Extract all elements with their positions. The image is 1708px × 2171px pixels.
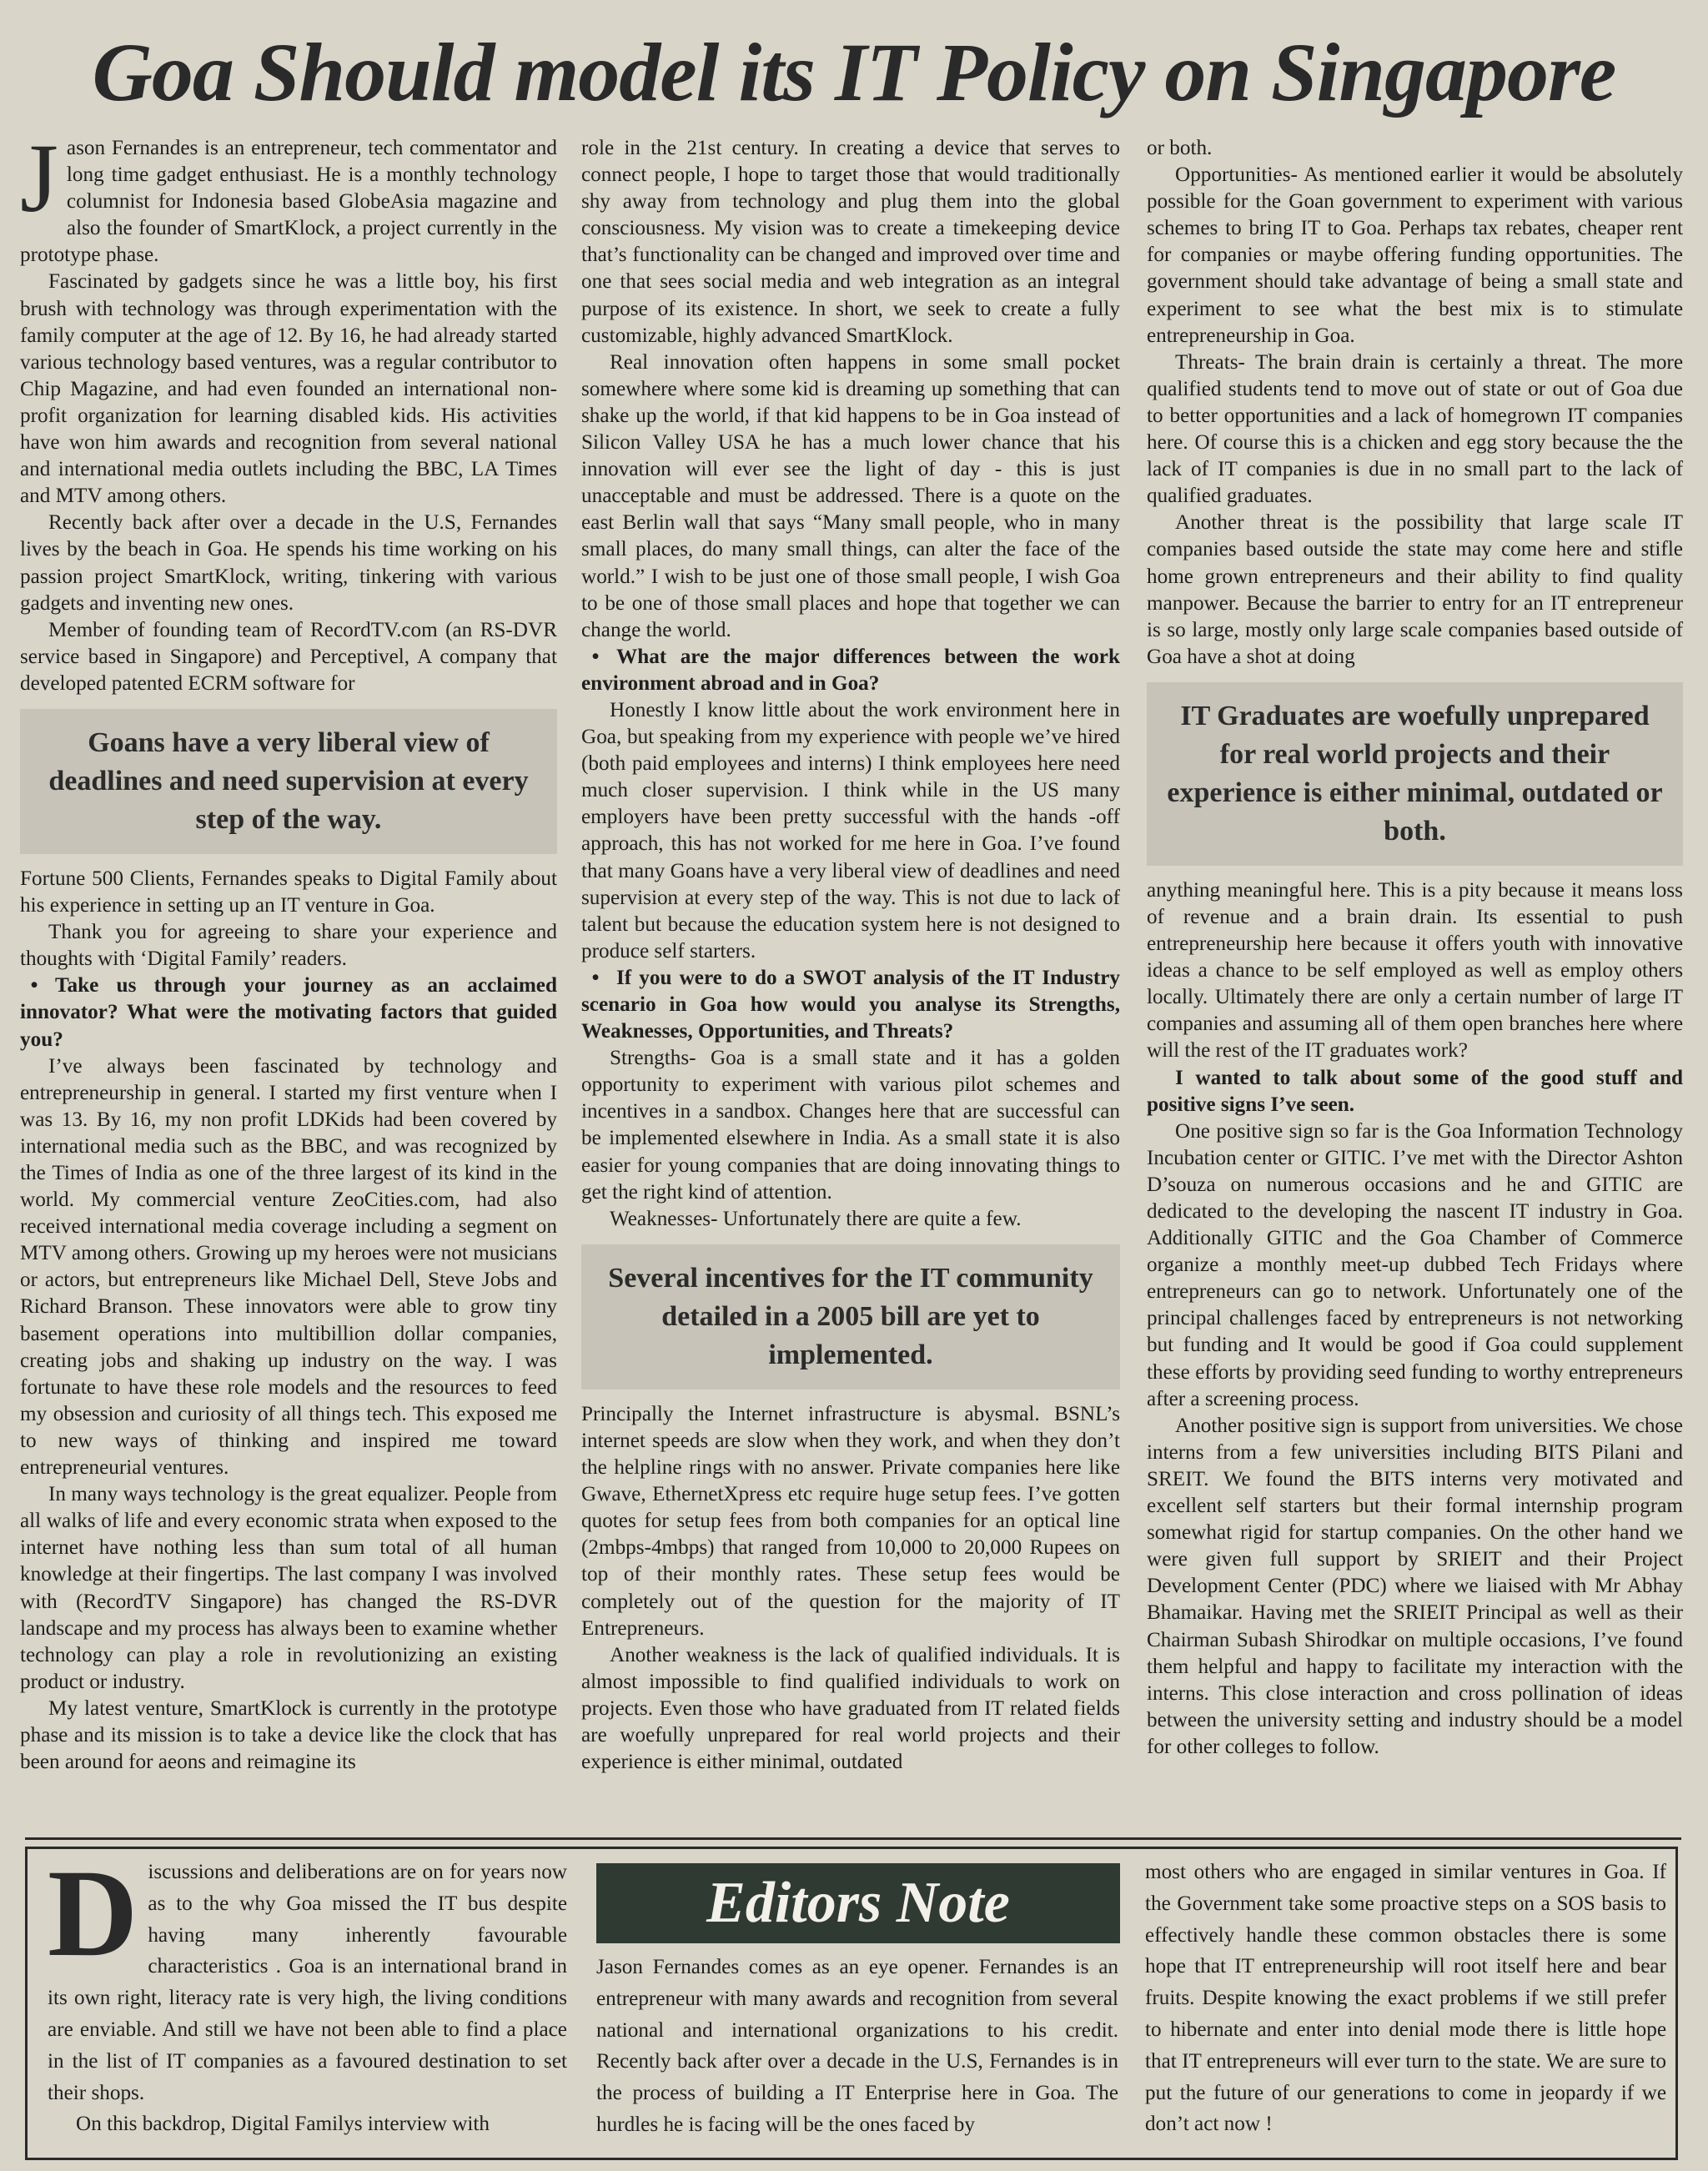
- article-headline: Goa Should model its IT Policy on Singapore: [92, 26, 1616, 118]
- editors-paragraph: most others who are engaged in similar ventures in Goa. If the Government take some proactive steps on a SOS basis to effectively handle these common obstacles there is some hope that IT entrepreneurship will root itself here and bear fruits. Despite knowing the exact problems if we still prefer to hibernate and enter into denial mode there is little hope that IT entrepreneurs will ever turn to the state. We are sure to put the future of our generations to come in jeopardy if we don’t act now !: [1145, 1861, 1666, 2136]
- bullet-icon: •: [581, 966, 600, 989]
- body-paragraph: Strengths- Goa is a small state and it has a golden opportunity to experiment with various pilot schemes and incentives in a sandbox. Changes here that are successful can be implemented elsewhere in India. As a small state it is also easier for young companies that are doing innovating things to get the right kind of attention.: [581, 1047, 1120, 1204]
- body-paragraph: Weaknesses- Unfortunately there are quite a few.: [610, 1207, 1022, 1230]
- body-paragraph: I’ve always been fascinated by technology and entrepreneurship in general. I started my first venture when I was 13. By 16, my non profit LDKids had been covered by international media such as the BBC, and was recognized by the Times of India as one of the three largest of its kind in the world. My commercial venture ZeoCities.com, had also received international media coverage including a segment on MTV among others. Growing up my heroes were not musicians or actors, but entrepreneurs like Michael Dell, Steve Jobs and Richard Branson. These innovators were able to grow tiny basement operations into multibillion dollar companies, creating jobs and shaking up industry on the way. I was fortunate to have these role models and the resources to feed my obsession and curiosity of all things tech. This exposed me to new ways of thinking and inspired me toward entrepreneurial ventures.: [20, 1054, 557, 1480]
- drop-cap: J: [20, 135, 58, 233]
- body-paragraph: Principally the Internet infrastructure is abysmal. BSNL’s internet speeds are slow when they work, and when they don’t the helpline rings with no answer. Private companies here like Gwave, EthernetXpress etc require huge setup fees. I’ve gotten quotes for setup fees from both companies for an optical line (2mbps-4mbps) that ranged from 10,000 to 20,000 Rupees on top of their monthly rates. These setup fees would be completely out of the question for the majority of IT Entrepreneurs.: [581, 1402, 1120, 1640]
- body-paragraph: or both.: [1147, 137, 1213, 159]
- body-paragraph: Honestly I know little about the work environment here in Goa, but speaking from my experience with people we’ve hired (both paid employees and interns) I think employees here need much closer supervision. I think while in the US many employers have been pretty successful with the hands -off approach, this has not worked for me here in Goa. I’ve found that many Goans have a very liberal view of deadlines and need supervision at every step of the way. This is not due to lack of talent but because the education system here is not designed to produce self starters.: [581, 698, 1120, 962]
- interview-question: I wanted to talk about some of the good stuff and positive signs I’ve seen.: [1147, 1066, 1683, 1116]
- question-text: If you were to do a SWOT analysis of the IT Industry scenario in Goa how would you analyse its Strengths, Weaknesses, Opportunities, and Threats?: [581, 966, 1120, 1043]
- body-paragraph: Thank you for agreeing to share your experience and thoughts with ‘Digital Family’ readers.: [20, 921, 557, 971]
- pull-quote: IT Graduates are woefully unprepared for real world projects and their experience is either minimal, outdated or both.: [1147, 682, 1683, 866]
- body-paragraph: Real innovation often happens in some small pocket somewhere where some kid is dreaming up something that can shake up the world, if that kid happens to be in Goa instead of Silicon Valley USA he has a much lower chance that his innovation will ever see the light of day - this is just unacceptable and must be addressed. There is a quote on the east Berlin wall that says “Many small people, who in many small places, do many small things, can alter the face of the world.” I wish to be just one of those small people, I wish Goa to be one of those small places and hope that together we can change the world.: [581, 350, 1120, 641]
- drop-cap: D: [48, 1857, 138, 1983]
- article-column-3: [1147, 135, 1683, 1837]
- editors-note-column-3: [1145, 1857, 1666, 2153]
- bullet-icon: •: [581, 645, 600, 668]
- intro-paragraph: [20, 135, 557, 269]
- body-paragraph: Recently back after over a decade in the U.S, Fernandes lives by the beach in Goa. He spends his time working on his passion project SmartKlock, writing, tinkering with various gadgets and inventing new ones.: [20, 511, 557, 615]
- editors-paragraph: Jason Fernandes comes as an eye opener. Fernandes is an entrepreneur with many awards and recognition from several national and international organizations to his credit. Recently back after over a decade in the U.S, Fernandes is in the process of building a IT Enterprise here in Goa. The hurdles he is facing will be the ones faced by: [596, 1956, 1118, 2136]
- pull-quote: Goans have a very liberal view of deadlines and need supervision at every step of the way.: [20, 709, 557, 854]
- body-paragraph: My latest venture, SmartKlock is currently in the prototype phase and its mission is to take a device like the clock that has been around for aeons and reimagine its: [20, 1696, 557, 1774]
- editors-note-title: Editors Note: [596, 1863, 1120, 1943]
- body-paragraph: Fascinated by gadgets since he was a little boy, his first brush with technology was through experimentation with the family computer at the age of 12. By 16, he had already started various technology based ventures, was a regular contributor to Chip Magazine, and had even founded an international non-profit organization for learning disabled kids. His activities have won him awards and recognition from several national and international media outlets including the BBC, LA Times and MTV among others.: [20, 270, 557, 508]
- body-paragraph: Opportunities- As mentioned earlier it would be absolutely possible for the Goan government to experiment with various schemes to bring IT to Goa. Perhaps tax rebates, cheaper rent for companies or maybe offering funding opportunities. The government should take advantage of being a small state and experiment to see what the best mix is to stimulate entrepreneurship in Goa.: [1147, 163, 1683, 347]
- body-paragraph: Another threat is the possibility that large scale IT companies based outside the state may come here and stifle home grown entrepreneurs and their ability to find quality manpower. Because the barrier to entry for an IT entrepreneur is so large, mostly only large scale companies based outside of Goa have a shot at doing: [1147, 511, 1683, 668]
- editors-paragraph: [48, 1857, 567, 2108]
- article-column-1: [20, 135, 557, 1837]
- body-paragraph: In many ways technology is the great equalizer. People from all walks of life and every economic strata when exposed to the internet have nothing less than sum total of all human knowledge at their fingertips. The last company I was involved with (RecordTV Singapore) has changed the RS-DVR landscape and my process has always been to examine whether technology can play a role in revolutionizing an existing product or industry.: [20, 1483, 557, 1693]
- body-paragraph: One positive sign so far is the Goa Information Technology Incubation center or GITIC. I’ve met with the Director Ashton D’souza on numerous occasions and he and GITIC are dedicated to the developing the nascent IT industry in Goa. Additionally GITIC and the Goa Chamber of Commerce organize a monthly meet-up dubbed Tech Fridays where entrepreneurs can go to network. Unfortunately one of the principal challenges faced by entrepreneurs is not networking but funding and It would be good if Goa could supplement these efforts by providing seed funding to worthy entrepreneurs after a screening process.: [1147, 1119, 1683, 1410]
- body-paragraph: role in the 21st century. In creating a device that serves to connect people, I hope to target those that would traditionally shy away from technology and plug them into the global consciousness. My vision was to create a timekeeping device that’s functionality can be changed and improved over time and one that sees social media and web integration as an integral purpose of its existence. In short, we seek to create a fully customizable, highly advanced SmartKlock.: [581, 137, 1120, 347]
- pull-quote: Several incentives for the IT community detailed in a 2005 bill are yet to implemented.: [581, 1244, 1120, 1390]
- editors-paragraph: On this backdrop, Digital Familys interview with: [76, 2113, 490, 2136]
- section-divider: [25, 1837, 1681, 1840]
- interview-question: [581, 965, 1120, 1045]
- body-paragraph: Fortune 500 Clients, Fernandes speaks to Digital Family about his experience in setting up an IT venture in Goa.: [20, 867, 557, 917]
- question-text: What are the major differences between the work environment abroad and in Goa?: [581, 645, 1120, 695]
- body-paragraph: Threats- The brain drain is certainly a threat. The more qualified students tend to move out of state or out of Goa due to better opportunities and a lack of homegrown IT companies here. Of course this is a chicken and egg story because the the lack of IT companies is due in no small part to the lack of qualified graduates.: [1147, 350, 1683, 508]
- paragraph-text: ason Fernandes is an entrepreneur, tech commentator and long time gadget enthusiast. He is a monthly technology columnist for Indonesia based GlobeAsia magazine and also the founder of SmartKlock, a project currently in the prototype phase.: [20, 137, 557, 267]
- body-paragraph: Another positive sign is support from universities. We chose interns from a few universities including BITS Pilani and SREIT. We found the BITS interns very motivated and excellent self starters but their formal internship program somewhat rigid for startup companies. On the other hand we were given full support by SRIEIT and their Project Development Center (PDC) where we liaised with Mr Abhay Bhamaikar. Having met the SRIEIT Principal as well as their Chairman Subash Shirodkar on multiple occasions, I’ve found them helpful and happy to facilitate my interaction with the interns. This close interaction and cross pollination of ideas between the university setting and industry should be a model for other colleges to follow.: [1147, 1414, 1683, 1758]
- body-paragraph: anything meaningful here. This is a pity because it means loss of revenue and a brain drain. Its essential to push entrepreneurship here because it offers youth with innovative ideas a chance to be self employed as well as employ others locally. Ultimately there are only a certain number of large IT companies and assuming all of them open branches here where will the rest of the IT graduates work?: [1147, 878, 1683, 1063]
- interview-question: [20, 972, 557, 1053]
- article-column-2: [581, 135, 1120, 1837]
- editors-note-column-2: [596, 1952, 1118, 2152]
- question-text: Take us through your journey as an acclaimed innovator? What were the motivating factors that guided you?: [20, 974, 557, 1051]
- interview-question: [581, 644, 1120, 697]
- editors-note-column-1: [48, 1857, 567, 2153]
- bullet-icon: •: [20, 974, 38, 998]
- body-paragraph: Another weakness is the lack of qualified individuals. It is almost impossible to find qualified individuals to work on projects. Even those who have graduated from IT related fields are woefully unprepared for real world projects and their experience is either minimal, outdated: [581, 1643, 1120, 1774]
- paragraph-text: iscussions and deliberations are on for years now as to the why Goa missed the IT bus despite having many inherently favourable characteristics . Goa is an international brand in its own right, literacy rate is very high, the living conditions are enviable. And still we have not been able to find a place in the list of IT companies as a favoured destination to set their shops.: [48, 1861, 567, 2104]
- body-paragraph: Member of founding team of RecordTV.com (an RS-DVR service based in Singapore) and Perceptivel, A company that developed patented ECRM software for: [20, 618, 557, 695]
